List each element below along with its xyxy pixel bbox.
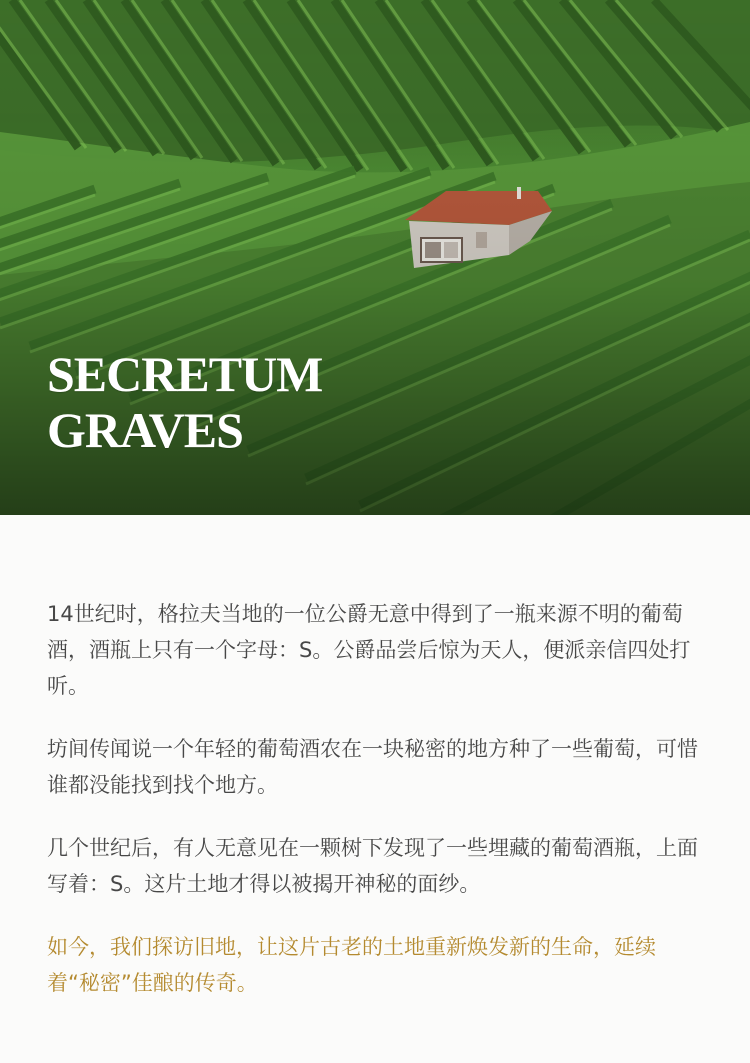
hero-section xyxy=(0,0,750,515)
story-paragraph-4-highlight: 如今，我们探访旧地，让这片古老的土地重新焕发新的生命，延续着“秘密”佳酿的传奇。 xyxy=(47,935,656,995)
hero-title xyxy=(47,346,467,458)
story-paragraph-2: 坊间传闻说一个年轻的葡萄酒农在一块秘密的地方种了一些葡萄，可惜谁都没能找到找个地方。 xyxy=(47,737,698,797)
story-paragraph-1: 14世纪时，格拉夫当地的一位公爵无意中得到了一瓶来源不明的葡萄酒，酒瓶上只有一个字母：S。公爵品尝后惊为天人，便派亲信四处打听。 xyxy=(47,602,691,698)
hero-title-line-2: GRAVES xyxy=(47,402,243,458)
story-paragraph-3: 几个世纪后，有人无意见在一颗树下发现了一些埋藏的葡萄酒瓶，上面写着：S。这片土地才得以被揭开神秘的面纱。 xyxy=(47,836,698,896)
hero-title-line-1: SECRETUM xyxy=(47,346,323,402)
story-content xyxy=(47,596,702,1001)
